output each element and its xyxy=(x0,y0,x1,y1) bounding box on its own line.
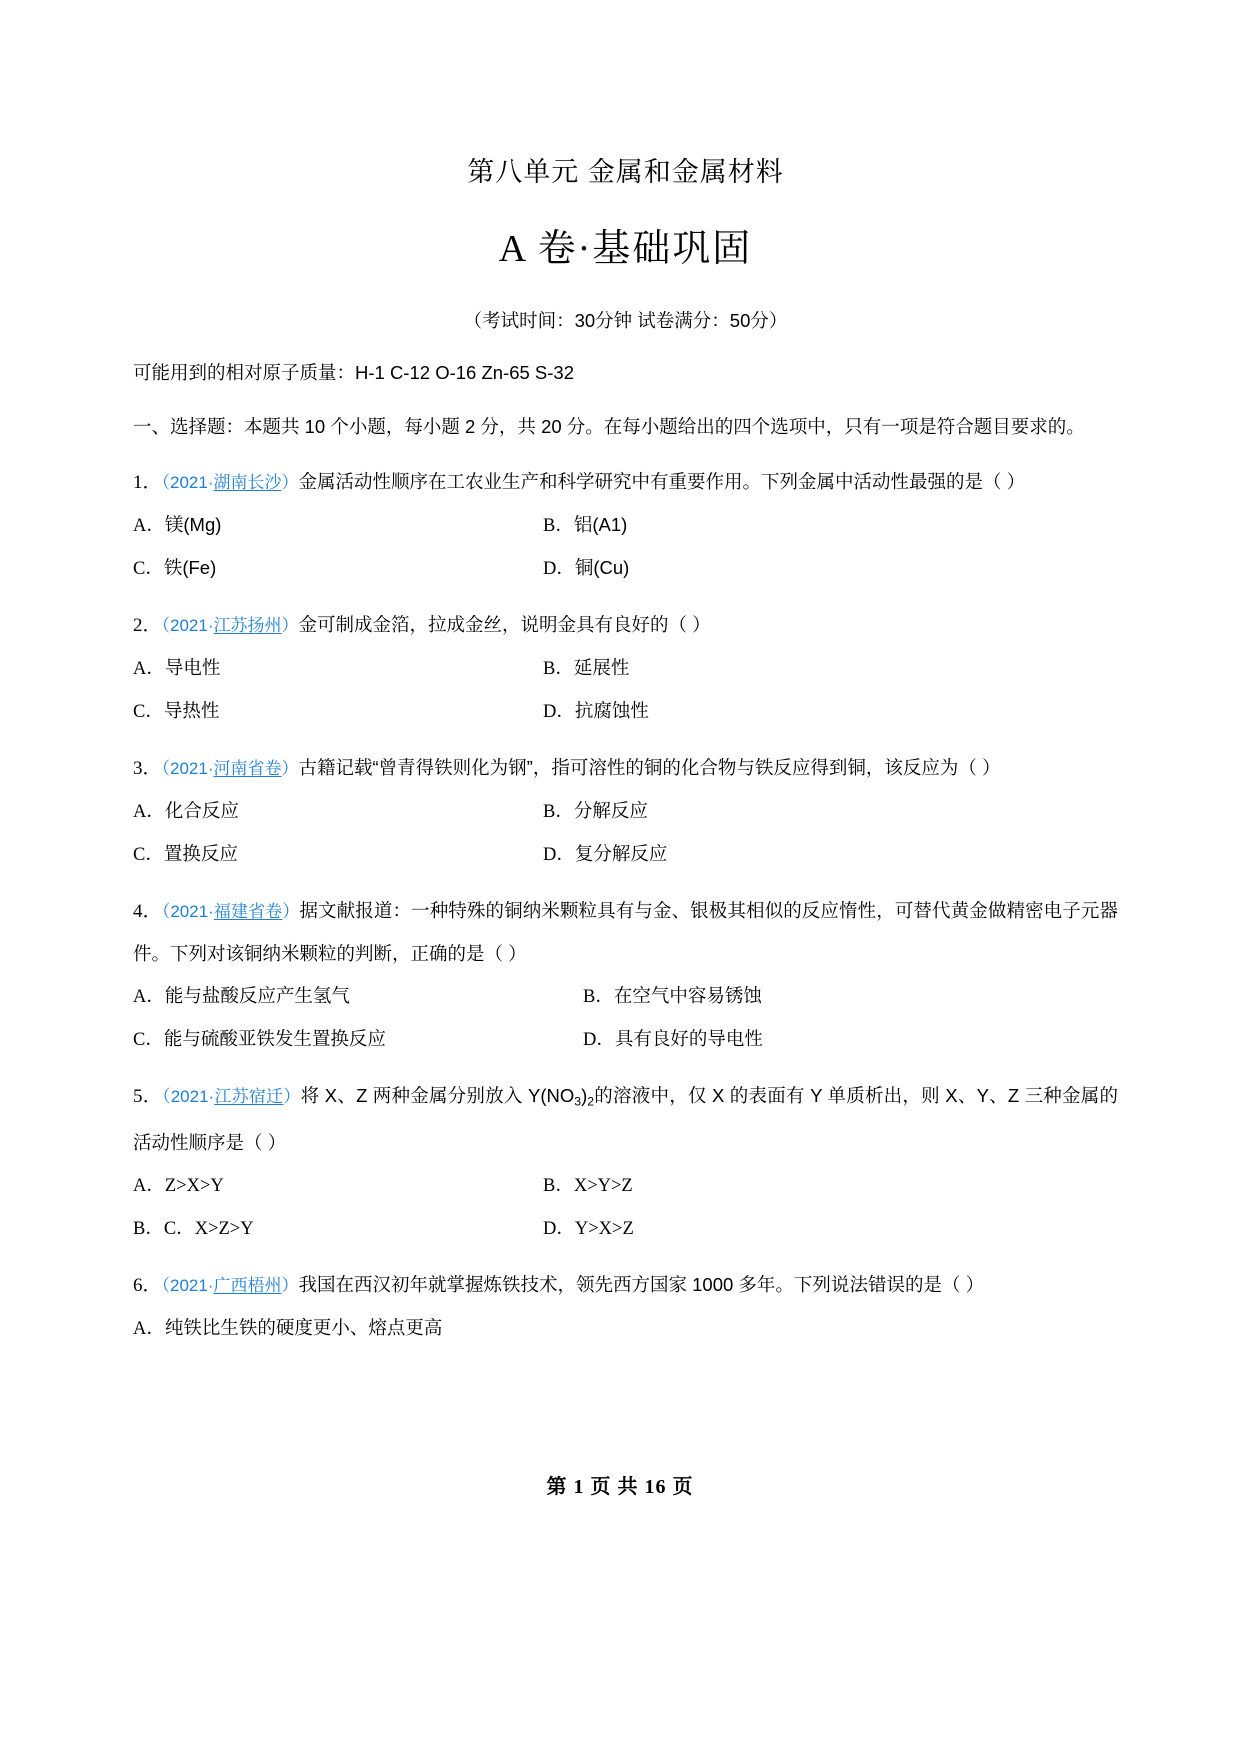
question-5-option-c[interactable] xyxy=(133,1207,543,1250)
question-5-text-part3: 的溶液中，仅 X 的表面有 Y 单质析出，则 X、Y、Z 三种金属的活动性顺序是（ ） xyxy=(133,1084,1119,1154)
option-text: 铁(Fe) xyxy=(163,556,217,578)
option-letter: D． xyxy=(543,844,575,865)
source-place: 湖南长沙 xyxy=(213,472,282,492)
question-5-options-row-1 xyxy=(133,1164,1118,1207)
question-5-subscript-2: 2 xyxy=(587,1094,595,1109)
option-text: 抗腐蚀性 xyxy=(574,699,649,721)
question-2-option-c[interactable] xyxy=(133,690,543,733)
question-2-options-row-1 xyxy=(133,647,1118,690)
option-text: X>Z>Y xyxy=(194,1219,254,1240)
question-3-number: 3． xyxy=(133,757,162,779)
option-text: Z>X>Y xyxy=(164,1176,224,1197)
source-place: 江苏宿迁 xyxy=(214,1086,284,1106)
question-3-source xyxy=(162,759,299,778)
source-open: （2021· xyxy=(161,1086,215,1106)
page-title: 第八单元 金属和金属材料 xyxy=(467,157,784,187)
question-4-option-c[interactable] xyxy=(133,1018,583,1061)
option-letter: C． xyxy=(133,701,164,722)
option-text: 置换反应 xyxy=(163,842,238,864)
question-2-option-b[interactable] xyxy=(543,647,1118,690)
page-footer: 第 1 页 共 16 页 xyxy=(546,1476,694,1498)
question-5-text-part1: 将 X、Z 两种金属分别放入 Y(NO xyxy=(300,1084,575,1106)
option-letter: A． xyxy=(133,1319,165,1340)
question-1-stem xyxy=(133,461,1118,504)
source-close: ） xyxy=(281,1276,299,1296)
question-5-option-b[interactable] xyxy=(543,1164,1118,1207)
option-text: 导电性 xyxy=(164,656,221,678)
source-close: ） xyxy=(281,472,299,492)
option-letter: B．C． xyxy=(133,1219,195,1240)
question-1-option-d[interactable] xyxy=(543,547,1118,590)
question-2-source xyxy=(162,616,299,635)
option-letter: C． xyxy=(133,558,164,579)
source-place: 河南省卷 xyxy=(213,758,282,778)
question-1-options-row-1 xyxy=(133,504,1118,547)
question-6 xyxy=(133,1264,1118,1350)
question-1-option-b[interactable] xyxy=(543,504,1118,547)
question-5-text-part2: ) xyxy=(581,1084,588,1106)
question-3-options-row-2 xyxy=(133,833,1118,876)
question-5-number: 5． xyxy=(133,1085,162,1107)
question-1-source xyxy=(162,473,299,492)
question-5-options-row-2 xyxy=(133,1207,1118,1250)
question-4-number: 4． xyxy=(133,900,162,922)
option-text: 能与盐酸反应产生氢气 xyxy=(164,984,350,1006)
question-3 xyxy=(133,747,1118,876)
source-place: 江苏扬州 xyxy=(213,615,282,635)
option-text: 铝(A1) xyxy=(573,513,628,535)
option-text: 分解反应 xyxy=(573,799,648,821)
option-text: Y>X>Z xyxy=(574,1219,634,1240)
question-4 xyxy=(133,890,1118,1061)
option-letter: A． xyxy=(133,515,165,536)
option-text: 化合反应 xyxy=(164,799,239,821)
question-3-stem xyxy=(133,747,1118,790)
option-letter: B． xyxy=(583,986,614,1007)
question-1 xyxy=(133,461,1118,590)
question-1-option-c[interactable] xyxy=(133,547,543,590)
question-5-option-d[interactable] xyxy=(543,1207,1118,1250)
question-6-number: 6． xyxy=(133,1275,162,1297)
question-2-option-d[interactable] xyxy=(543,690,1118,733)
question-4-options-row-2 xyxy=(133,1018,1118,1061)
source-close: ） xyxy=(281,615,299,635)
question-4-option-d[interactable] xyxy=(583,1018,1118,1061)
question-2-options-row-2 xyxy=(133,690,1118,733)
option-letter: D． xyxy=(583,1029,615,1050)
question-1-number: 1． xyxy=(133,471,162,493)
option-letter: B． xyxy=(543,801,574,822)
option-text: 在空气中容易锈蚀 xyxy=(613,984,762,1006)
source-open: （2021· xyxy=(161,901,214,921)
question-6-option-a[interactable] xyxy=(133,1307,442,1350)
option-text: 铜(Cu) xyxy=(574,556,630,578)
question-3-option-b[interactable] xyxy=(543,790,1118,833)
question-6-source xyxy=(162,1276,299,1295)
source-open: （2021· xyxy=(161,615,214,635)
question-6-text: 我国在西汉初年就掌握炼铁技术，领先西方国家 1000 多年。下列说法错误的是（ ） xyxy=(298,1274,985,1296)
option-letter: A． xyxy=(133,658,165,679)
section-heading: 一、选择题：本题共 10 个小题，每小题 2 分，共 20 分。在每小题给出的四个选项中，只有一项是符合题目要求的。 xyxy=(133,415,1085,437)
atomic-mass-line: 可能用到的相对原子质量：H-1 C-12 O-16 Zn-65 S-32 xyxy=(133,361,575,383)
option-letter: A． xyxy=(133,801,165,822)
source-open: （2021· xyxy=(161,472,214,492)
question-3-text: 古籍记载“曾青得铁则化为钢”，指可溶性的铜的化合物与铁反应得到铜，该反应为（ ） xyxy=(298,756,1001,778)
question-2-text: 金可制成金箔，拉成金丝，说明金具有良好的（ ） xyxy=(298,613,711,635)
question-2-option-a[interactable] xyxy=(133,647,543,690)
question-3-option-a[interactable] xyxy=(133,790,543,833)
exam-meta: （考试时间：30分钟 试卷满分：50分） xyxy=(463,310,788,332)
source-place: 福建省卷 xyxy=(213,901,283,921)
option-letter: A． xyxy=(133,1176,165,1197)
option-text: 能与硫酸亚铁发生置换反应 xyxy=(163,1027,386,1049)
source-open: （2021· xyxy=(161,1276,214,1296)
question-4-option-b[interactable] xyxy=(583,975,1118,1018)
option-letter: B． xyxy=(543,1176,574,1197)
question-2-number: 2． xyxy=(133,614,162,636)
question-2-stem xyxy=(133,604,1118,647)
question-4-option-a[interactable] xyxy=(133,975,583,1018)
page-subtitle: A 卷·基础巩固 xyxy=(498,227,753,270)
option-letter: D． xyxy=(543,701,575,722)
source-close: ） xyxy=(281,758,299,778)
question-1-text: 金属活动性顺序在工农业生产和科学研究中有重要作用。下列金属中活动性最强的是（ ） xyxy=(298,470,1026,492)
option-letter: D． xyxy=(543,1219,575,1240)
source-close: ） xyxy=(282,901,300,921)
source-open: （2021· xyxy=(161,758,214,778)
option-text: 镁(Mg) xyxy=(164,513,222,535)
question-5-stem xyxy=(133,1075,1118,1164)
option-text: 复分解反应 xyxy=(574,842,668,864)
option-letter: A． xyxy=(133,986,165,1007)
question-1-options-row-2 xyxy=(133,547,1118,590)
question-3-option-d[interactable] xyxy=(543,833,1118,876)
question-6-options-row-1 xyxy=(133,1307,1118,1350)
question-3-option-c[interactable] xyxy=(133,833,543,876)
question-5-subscript-1: 3 xyxy=(574,1094,582,1109)
question-5 xyxy=(133,1075,1118,1250)
option-letter: B． xyxy=(543,515,574,536)
question-1-option-a[interactable] xyxy=(133,504,543,547)
page-content xyxy=(133,0,1118,1350)
question-4-options-row-1 xyxy=(133,975,1118,1018)
question-6-stem xyxy=(133,1264,1118,1307)
option-letter: C． xyxy=(133,844,164,865)
option-text: 延展性 xyxy=(573,656,630,678)
option-letter: C． xyxy=(133,1029,164,1050)
question-3-options-row-1 xyxy=(133,790,1118,833)
option-text: X>Y>Z xyxy=(573,1176,633,1197)
question-5-option-a[interactable] xyxy=(133,1164,543,1207)
option-letter: B． xyxy=(543,658,574,679)
option-letter: D． xyxy=(543,558,575,579)
question-4-stem xyxy=(133,890,1118,975)
option-text: 具有良好的导电性 xyxy=(614,1027,763,1049)
source-place: 广西梧州 xyxy=(213,1276,282,1296)
option-text: 纯铁比生铁的硬度更小、熔点更高 xyxy=(164,1317,443,1339)
question-4-text: 据文献报道：一种特殊的铜纳米颗粒具有与金、银极其相似的反应惰性，可替代黄金做精密电子元器件。下列对该铜纳米颗粒的判断，正确的是（ ） xyxy=(133,899,1118,964)
option-text: 导热性 xyxy=(163,699,220,721)
question-5-source xyxy=(162,1087,301,1106)
question-2 xyxy=(133,604,1118,733)
question-4-source xyxy=(162,902,300,921)
source-close: ） xyxy=(283,1086,301,1106)
